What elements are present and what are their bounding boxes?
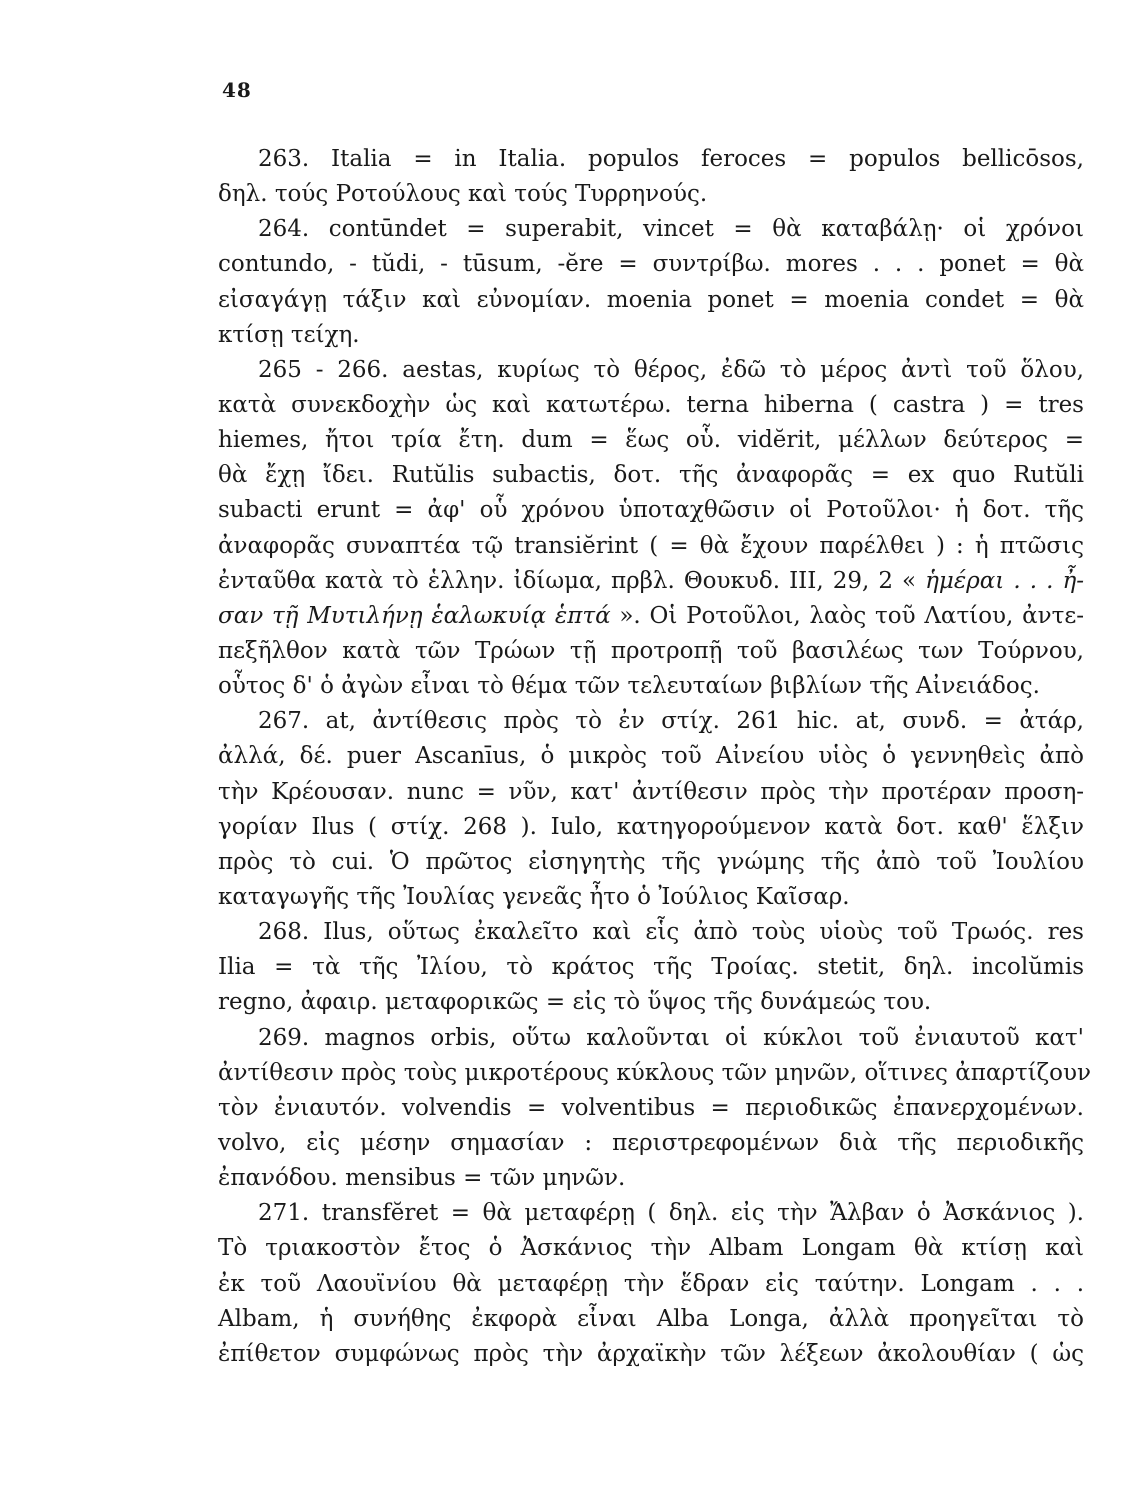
text-line: Τὸ τριακοστὸν ἔτος ὁ Ἀσκάνιος τὴν Albam Longam θὰ κτίσῃ καὶ: [218, 1235, 1084, 1262]
text-line: 269. magnos orbis, οὕτω καλοῦνται οἱ κύκλοι τοῦ ἐνιαυτοῦ κατ': [258, 1024, 1084, 1051]
text-line: τὸν ἐνιαυτόν. volvendis = volventibus = περιοδικῶς ἐπανερχομένων.: [218, 1094, 1084, 1121]
text-line: κατὰ συνεκδοχὴν ὡς καὶ κατωτέρω. terna hiberna ( castra ) = tres: [218, 391, 1084, 418]
text-line: 265 - 266. aestas, κυρίως τὸ θέρος, ἐδῶ τὸ μέρος ἀντὶ τοῦ ὅλου,: [258, 356, 1084, 383]
text-line: δηλ. τούς Ροτούλους καὶ τούς Τυρρηνούς.: [218, 181, 708, 208]
text-line: οὗτος δ' ὁ ἀγὼν εἶναι τὸ θέμα τῶν τελευταίων βιβλίων τῆς Αἰνειάδος.: [218, 673, 1040, 700]
text-line: hiemes, ἤτοι τρία ἔτη. dum = ἕως οὗ. vidĕrit, μέλλων δεύτερος =: [218, 427, 1084, 454]
text-line: ἐκ τοῦ Λαουϊνίου θὰ μεταφέρῃ τὴν ἕδραν εἰς ταύτην. Longam . . .: [218, 1270, 1084, 1297]
text-line: volvo, εἰς μέσην σημασίαν : περιστρεφομένων διὰ τῆς περιοδικῆς: [218, 1129, 1084, 1156]
text-line: θὰ ἔχῃ ἴδει. Rutŭlis subactis, δοτ. τῆς ἀναφορᾶς = ex quo Rutŭli: [218, 462, 1084, 489]
text-line: ἀναφορᾶς συναπτέα τῷ transiĕrint ( = θὰ ἔχουν παρέλθει ) : ἡ πτῶσις: [218, 532, 1084, 559]
text-line: 268. Ilus, οὕτως ἐκαλεῖτο καὶ εἷς ἀπὸ τοὺς υἱοὺς τοῦ Τρωός. res: [258, 919, 1084, 946]
text-line: γορίαν Ilus ( στίχ. 268 ). Iulo, κατηγορούμενον κατὰ δοτ. καθ' ἕλξιν: [218, 813, 1084, 840]
text-line: regno, ἀφαιρ. μεταφορικῶς = εἰς τὸ ὕψος τῆς δυνάμεώς του.: [218, 989, 932, 1016]
text-line: ἀντίθεσιν πρὸς τοὺς μικροτέρους κύκλους τῶν μηνῶν, οἵτινες ἀπαρτίζουν: [218, 1059, 1091, 1086]
text-line: 267. at, ἀντίθεσις πρὸς τὸ ἐν στίχ. 261 hic. at, συνδ. = ἀτάρ,: [258, 708, 1084, 735]
text-line: 263. Italia = in Italia. populos feroces = populos bellicōsos,: [258, 146, 1084, 172]
text-line: ἐπανόδου. mensibus = τῶν μηνῶν.: [218, 1165, 626, 1192]
text-line: 271. transfĕret = θὰ μεταφέρῃ ( δηλ. εἰς τὴν Ἄλβαν ὁ Ἀσκάνιος ).: [258, 1200, 1084, 1227]
text-line: εἰσαγάγῃ τάξιν καὶ εὐνομίαν. moenia ponet = moenia condet = θὰ: [218, 286, 1084, 313]
text-line: σαν τῇ Μυτιλήνῃ ἑαλωκυίᾳ ἑπτά ». Οἱ Ροτοῦλοι, λαὸς τοῦ Λατίου, ἀντε-: [218, 602, 1085, 629]
text-line: Ilia = τὰ τῆς Ἰλίου, τὸ κράτος τῆς Τροίας. stetit, δηλ. incolŭmis: [218, 954, 1084, 981]
commentary-text: [218, 142, 1091, 1372]
text-line: Albam, ἡ συνήθης ἐκφορὰ εἶναι Alba Longa, ἀλλὰ προηγεῖται τὸ: [218, 1305, 1084, 1332]
text-line: subacti erunt = ἀφ' οὗ χρόνου ὑποταχθῶσιν οἱ Ροτοῦλοι· ἡ δοτ. τῆς: [218, 497, 1084, 524]
text-line: ἐπίθετον συμφώνως πρὸς τὴν ἀρχαϊκὴν τῶν λέξεων ἀκολουθίαν ( ὡς: [218, 1340, 1084, 1367]
page-number: 48: [222, 78, 252, 102]
text-line: ἀλλά, δέ. puer Ascanīus, ὁ μικρὸς τοῦ Αἰνείου υἱὸς ὁ γεννηθεὶς ἀπὸ: [218, 743, 1084, 770]
text-line: καταγωγῆς τῆς Ἰουλίας γενεᾶς ἦτο ὁ Ἰούλιος Καῖσαρ.: [218, 883, 850, 910]
text-line: 264. contūndet = superabit, vincet = θὰ καταβάλῃ· οἱ χρόνοι: [258, 216, 1084, 243]
text-line: πεξῆλθον κατὰ τῶν Τρώων τῇ προτροπῇ τοῦ βασιλέως των Τούρνου,: [218, 637, 1084, 664]
text-line: ἐνταῦθα κατὰ τὸ ἑλλην. ἰδίωμα, πρβλ. Θουκυδ. III, 29, 2 « ἡμέραι . . . ἦ-: [218, 567, 1085, 594]
text-line: τὴν Κρέουσαν. nunc = νῦν, κατ' ἀντίθεσιν πρὸς τὴν προτέραν προση-: [218, 778, 1084, 805]
text-line: contundo, - tŭdi, - tūsum, -ĕre = συντρίβω. mores . . . ponet = θὰ: [218, 251, 1084, 278]
text-line: πρὸς τὸ cui. Ὁ πρῶτος εἰσηγητὴς τῆς γνώμης τῆς ἀπὸ τοῦ Ἰουλίου: [218, 848, 1084, 875]
text-line: κτίσῃ τείχη.: [218, 321, 360, 348]
